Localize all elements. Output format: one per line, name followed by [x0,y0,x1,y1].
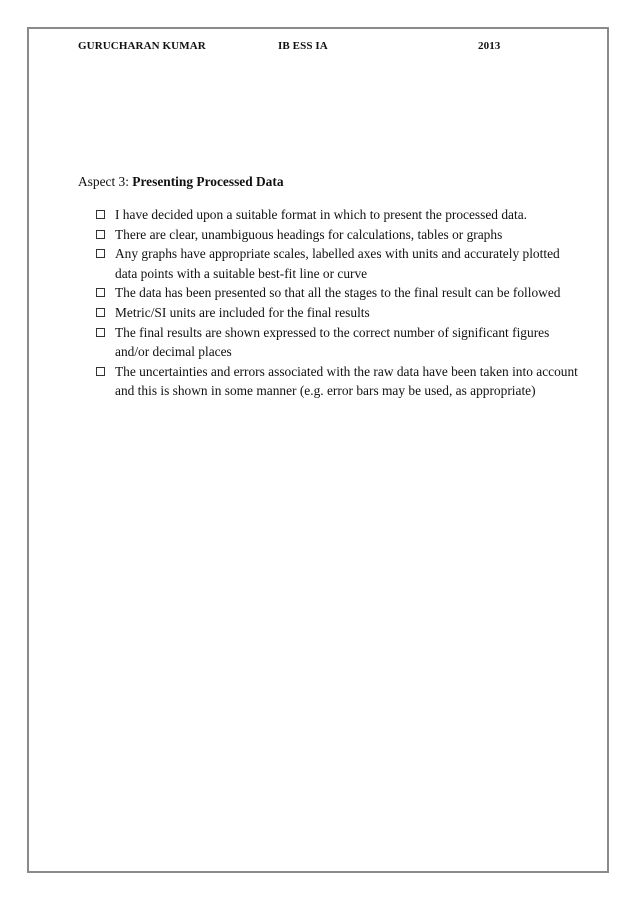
header-year: 2013 [478,40,501,52]
checklist-item [96,205,581,225]
checklist-item [96,225,581,245]
aspect-heading [78,174,284,190]
checkbox-icon [96,308,105,317]
checklist-item-text: The data has been presented so that all the stages to the final result can be followed [115,285,561,301]
checklist [96,205,581,401]
checkbox-icon [96,328,105,337]
checklist-item [96,244,581,283]
checklist-item [96,362,581,401]
checklist-item [96,303,581,323]
checkbox-icon [96,367,105,376]
checklist-item [96,283,581,303]
checkbox-icon [96,249,105,258]
checklist-item-text: The final results are shown expressed to the correct number of significant figures and/or decimal places [115,324,550,360]
checklist-item [96,323,581,362]
checklist-item-text: I have decided upon a suitable format in which to present the processed data. [115,207,527,222]
checklist-item-text: The uncertainties and errors associated with the raw data have been taken into account and this is shown in some manner (e.g. error bars may be used, as appropriate) [115,363,578,399]
page-border [27,27,609,873]
header-author: GURUCHARAN KUMAR [78,40,206,52]
checkbox-icon [96,288,105,297]
checkbox-icon [96,210,105,219]
aspect-title: Presenting Processed Data [132,174,284,189]
checkbox-icon [96,230,105,239]
header-course: IB ESS IA [278,40,328,52]
page-header [78,40,578,56]
checklist-item-text: Any graphs have appropriate scales, labelled axes with units and accurately plotted data points with a suitable best-fit line or curve [115,246,560,281]
checklist-item-text: Metric/SI units are included for the final results [115,304,370,320]
checklist-item-text: There are clear, unambiguous headings for calculations, tables or graphs [115,226,503,242]
aspect-label: Aspect 3: [78,174,133,189]
